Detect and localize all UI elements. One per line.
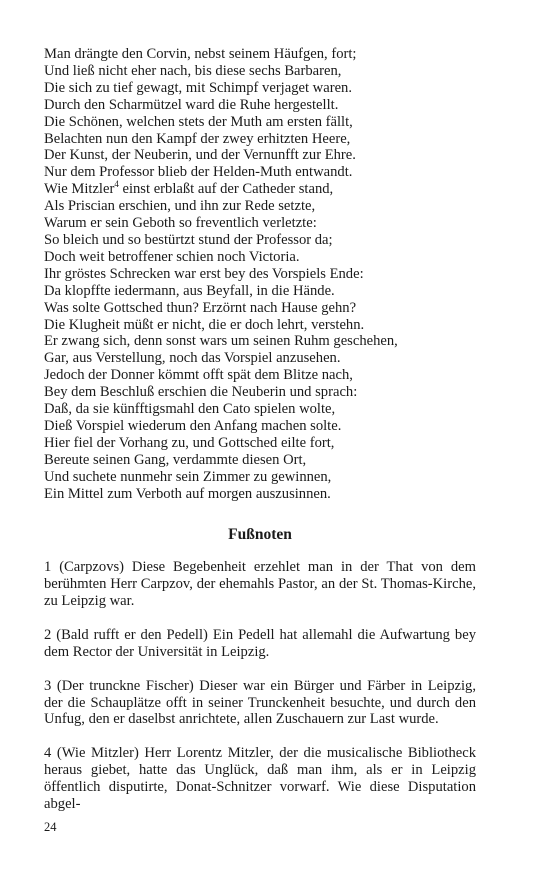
verse-line: Und suchete nunmehr sein Zimmer zu gewinnen, xyxy=(44,468,332,485)
verse-line: Dieß Vorspiel wiederum den Anfang machen solte. xyxy=(44,417,342,434)
verse-line: Daß, da sie künfftigsmahl den Cato spielen wolte, xyxy=(44,401,336,418)
verse-line: Gar, aus Verstellung, noch das Vorspiel anzusehen. xyxy=(44,350,341,367)
verse-line-end: einst erblaßt auf der Catheder stand, xyxy=(118,181,334,198)
verse-line: Belachten nun den Kampf der zwey erhitzten Heere, xyxy=(44,130,351,147)
page-content xyxy=(44,46,476,830)
verse-line: Durch den Scharmützel ward die Ruhe hergestellt. xyxy=(44,96,339,113)
verse-line: Jedoch der Donner kömmt offt spät dem Blitze nach, xyxy=(44,367,353,384)
verse-line: Hier fiel der Vorhang zu, und Gottsched eilte fort, xyxy=(44,434,335,451)
verse-line-with-footnote-ref xyxy=(44,181,476,198)
verse-line: Ihr gröstes Schrecken war erst bey des Vorspiels Ende: xyxy=(44,265,364,282)
verse-line: Der Kunst, der Neuberin, und der Vernunfft zur Ehre. xyxy=(44,147,356,164)
verse-line: Bey dem Beschluß erschien die Neuberin und sprach: xyxy=(44,384,358,401)
page-number: 24 xyxy=(44,820,57,834)
verse-line: Warum er sein Geboth so freventlich verletzte: xyxy=(44,215,317,232)
verse-line: Da klopffte iedermann, aus Beyfall, in die Hände. xyxy=(44,282,335,299)
verse-line: Ein Mittel zum Verboth auf morgen auszusinnen. xyxy=(44,485,331,502)
footnote-3: 3 (Der trunckne Fischer) Dieser war ein Bürger und Färber in Leipzig, der die Schauplätze offt in seiner Trunckenheit besuchte, und durch den Unfug, den er daselbst anrichtete, allen Zuschauern zur Last wurde. xyxy=(44,677,476,728)
verse-line: Nur dem Professor blieb der Helden-Muth entwandt. xyxy=(44,164,353,181)
verse-line: Was solte Gottsched thun? Erzörnt nach Hause gehn? xyxy=(44,299,357,316)
verse-line: Man drängte den Corvin, nebst seinem Häufgen, fort; xyxy=(44,46,357,62)
verse-line: Die Klugheit müßt er nicht, die er doch lehrt, verstehn. xyxy=(44,316,365,333)
footnotes-list xyxy=(44,559,476,813)
footnote-2: 2 (Bald rufft er den Pedell) Ein Pedell hat allemahl die Aufwartung bey dem Rector der Universität in Leipzig. xyxy=(44,626,476,660)
verse-line: Doch weit betroffener schien noch Victoria. xyxy=(44,248,300,265)
footnotes-heading: Fußnoten xyxy=(228,526,292,544)
footnote-1: 1 (Carpzovs) Diese Begebenheit erzehlet man in der That von dem berühmten Herr Carpzov, der ehemahls Pastor, an der St. Thomas-Kirche, zu Leipzig war. xyxy=(44,559,476,609)
verse-line: Als Priscian erschien, und ihn zur Rede setzte, xyxy=(44,198,316,215)
verse-line: So bleich und so bestürtzt stund der Professor da; xyxy=(44,231,333,248)
verse-line: Die Schönen, welchen stets der Muth am ersten fällt, xyxy=(44,113,353,130)
verse-line: Die sich zu tief gewagt, mit Schimpf verjaget waren. xyxy=(44,79,352,96)
verse-line-start: Wie Mitzler xyxy=(44,181,115,198)
footnote-reference[interactable]: 4 xyxy=(114,179,119,190)
poem-verse xyxy=(44,46,476,502)
verse-line: Er zwang sich, denn sonst wars um seinen Ruhm geschehen, xyxy=(44,333,398,350)
verse-line: Bereute seinen Gang, verdammte diesen Ort, xyxy=(44,451,307,468)
verse-line: Und ließ nicht eher nach, bis diese sechs Barbaren, xyxy=(44,62,342,79)
footnote-4: 4 (Wie Mitzler) Herr Lorentz Mitzler, der die musicalische Bibliotheck heraus giebet, hatte das Unglück, daß man ihm, als er in Leipzig öffentlich disputirte, Donat-Schnitzer vorwarf. Wie diese Disputation abgel- xyxy=(44,745,476,813)
